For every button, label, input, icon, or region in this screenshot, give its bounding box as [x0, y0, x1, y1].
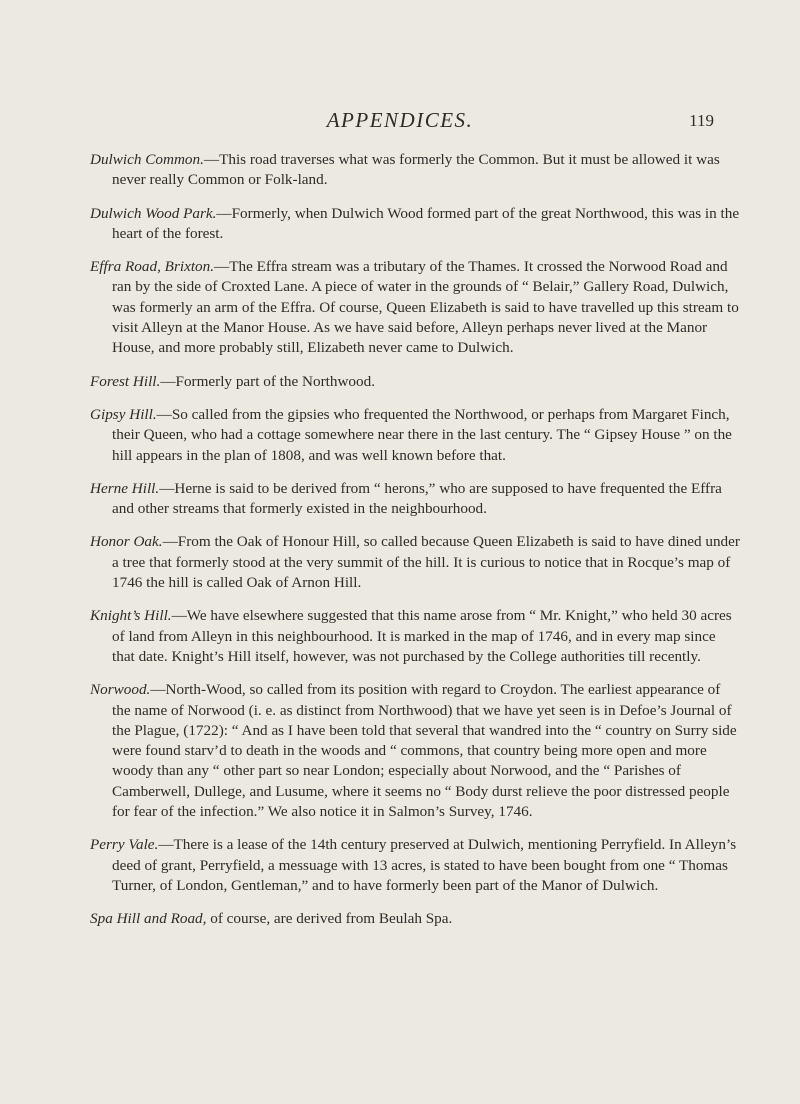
entry-text: —Herne is said to be derived from “ herons,” who are supposed to have frequented the Effra and other streams that formerly existed in the neighbourhood. — [112, 479, 722, 518]
entry-dulwich-wood-park — [90, 204, 740, 245]
entry-knights-hill — [90, 606, 740, 667]
entry-term: Forest Hill. — [90, 372, 161, 390]
entry-term: Knight’s Hill. — [90, 607, 172, 625]
entry-text: —There is a lease of the 14th century preserved at Dulwich, mentioning Perryfield. In Alleyn’s deed of grant, Perryfield, a messuage with 13 acres, is stated to have been bought from one “ Thomas Turner, of London, Gentleman,” and to have formerly been part of the Manor of Dulwich. — [112, 836, 737, 894]
entry-term: Gipsy Hill. — [90, 405, 157, 423]
entry-gipsy-hill — [90, 405, 740, 466]
entry-term: Perry Vale. — [90, 836, 159, 854]
entry-term: Honor Oak. — [90, 533, 163, 551]
page-number: 119 — [689, 111, 714, 130]
entry-effra-road — [90, 257, 740, 358]
entry-text: —This road traverses what was formerly the Common. But it must be allowed it was never really Common or Folk-land. — [112, 151, 720, 189]
entry-text: —North-Wood, so called from its position with regard to Croydon. The earliest appearance of the name of Norwood (i. e. as distinct from Northwood) that we have yet seen is in Defoe’s Journal of the Plague, (1722): “ And as I have been told that several that wandred into the “ country on Surry side were found starv’d to death in the woods and “ commons, that country being more open and more woody than any “ other part so near London; especially about Norwood, and the “ Parishes of Camberwell, Dullege, and Lusume, where it seems no “ Body durst relieve the poor distressed people for fear of the infection.” We also notice it in Salmon’s Survey, 1746. — [112, 681, 737, 821]
entry-term: Norwood. — [90, 681, 151, 699]
entry-forest-hill — [90, 372, 740, 392]
entry-honor-oak — [90, 532, 740, 593]
entry-text: —Formerly, when Dulwich Wood formed part of the great Northwood, this was in the heart of the forest. — [112, 204, 740, 242]
entry-text: —The Effra stream was a tributary of the Thames. It crossed the Norwood Road and ran by the side of Croxted Lane. A piece of water in the grounds of “ Belair,” Gallery Road, Dulwich, was formerly an arm of the Effra. Of course, Queen Elizabeth is said to have travelled up this stream to visit Alleyn at the Manor House. As we have said before, Alleyn perhaps never lived at the Manor House, and more probably still, Elizabeth never came to Dulwich. — [112, 258, 739, 357]
entry-term: Effra Road, Brixton. — [90, 258, 215, 276]
entry-text: —Formerly part of the Northwood. — [160, 372, 376, 390]
entry-text: —We have elsewhere suggested that this name arose from “ Mr. Knight,” who held 30 acres of land from Alleyn in this neighbourhood. It is marked in the map of 1746, and in every map since that date. Knight’s Hill itself, however, was not purchased by the College authorities till recently. — [112, 607, 732, 665]
entry-term: Herne Hill. — [90, 479, 160, 497]
entry-dulwich-common — [90, 150, 740, 191]
page-header — [0, 108, 800, 134]
entry-list — [90, 150, 740, 943]
entry-term: Spa Hill and Road, — [90, 910, 207, 928]
entry-herne-hill — [90, 479, 740, 520]
entry-term: Dulwich Common. — [90, 151, 204, 168]
entry-term: Dulwich Wood Park. — [90, 204, 217, 222]
entry-text: —So called from the gipsies who frequented the Northwood, or perhaps from Margaret Finch, their Queen, who had a cottage somewhere near there in the last century. The “ Gipsey House ” on the hill appears in the plan of 1808, and was well known before that. — [112, 405, 732, 464]
entry-spa-hill — [90, 909, 740, 929]
entry-perry-vale — [90, 835, 740, 896]
entry-text: of course, are derived from Beulah Spa. — [206, 910, 453, 928]
entry-text: —From the Oak of Honour Hill, so called because Queen Elizabeth is said to have dined under a tree that formerly stood at the very summit of the hill. It is curious to notice that in Rocque’s map of 1746 the hill is called Oak of Arnon Hill. — [112, 533, 740, 592]
running-title: APPENDICES. — [326, 108, 474, 132]
entry-norwood — [90, 680, 740, 822]
